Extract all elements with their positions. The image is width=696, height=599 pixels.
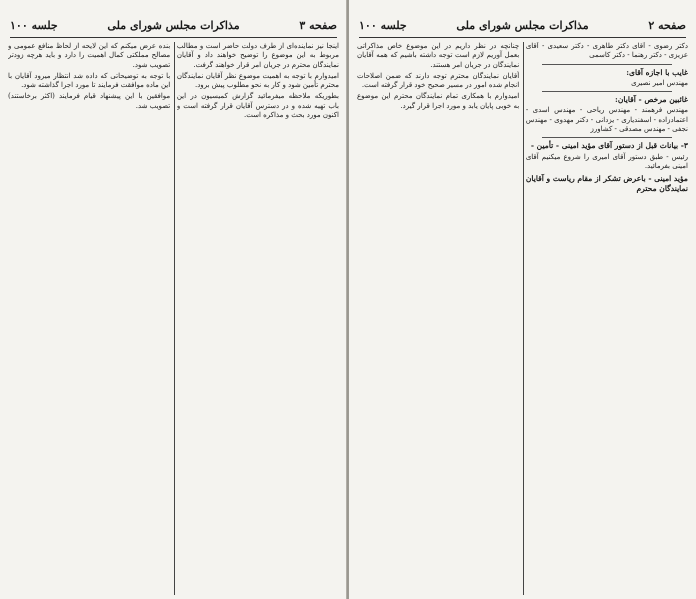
column-divider xyxy=(523,42,524,595)
left-page xyxy=(0,0,347,599)
text-column-right xyxy=(177,42,339,595)
page-header xyxy=(359,14,686,38)
paragraph: مهندس امیر نصیری xyxy=(631,78,688,87)
publication-title: مذاکرات مجلس شورای ملی xyxy=(107,19,240,32)
page-header xyxy=(10,14,337,38)
page-number: صفحه ۳ xyxy=(299,19,337,32)
text-columns xyxy=(8,42,339,595)
paragraph: امیدوارم با توجه به اهمیت موضوع نظر آقایان نمایندگان محترم تأمین شود و کار به نحو مطلوب پیش برود. xyxy=(176,71,339,90)
paragraph: رئیس - طبق دستور آقای امیری را شروع میکنیم آقای امینی بفرمائید. xyxy=(525,152,688,170)
text-column-left xyxy=(8,42,170,595)
session-number: جلسه ۱۰۰ xyxy=(359,19,407,32)
section-heading: ۳- بیانات قبل از دستور آقای مؤید امینی - تأمین - xyxy=(530,141,688,151)
publication-title: مذاکرات مجلس شورای ملی xyxy=(456,19,589,32)
paragraph: بنده عرض میکنم که این لایحه از لحاظ منافع عمومی و مصالح مملکتی کمال اهمیت را دارد و باید هرچه زودتر تصویب شود. xyxy=(8,42,171,69)
section-rule xyxy=(542,137,672,138)
paragraph: دکتر رضوی - آقای دکتر طاهری - دکتر سعیدی - آقای عزیزی - دکتر رهنما - دکتر کاسمی xyxy=(525,42,688,60)
section-rule xyxy=(542,64,672,65)
paragraph: مهندس فرهمند - مهندس ریاحی - مهندس اسدی - اعتمادزاده - اسفندیاری - یزدانی - دکتر مهدوی - مهندس نجفی - مهندس مصدقی - کشاورز xyxy=(525,106,688,134)
section-heading: غائبین مرخص - آقایان: xyxy=(615,95,688,105)
paragraph: اینجا نیز نماینده‌ای از طرف دولت حاضر است و مطالب مربوط به این موضوع را توضیح خواهند داد و آقایان نمایندگان محترم در جریان امر قرار خواهند گرفت. xyxy=(176,42,339,69)
header-rule xyxy=(359,37,686,38)
paragraph: آقایان نمایندگان محترم توجه دارند که ضمن اصلاحات انجام شده امور در مسیر صحیح خود قرار گرفته است. xyxy=(357,71,520,90)
text-column-right xyxy=(526,42,688,595)
right-page xyxy=(349,0,696,599)
text-column-left xyxy=(357,42,519,595)
speaker-line: مؤید امینی - باعرض تشکر از مقام ریاست و آقایان نمایندگان محترم xyxy=(525,174,688,193)
paragraph: امیدوارم با همکاری تمام نمایندگان محترم این موضوع به خوبی پایان یابد و مورد اجرا قرار گیرد. xyxy=(357,92,520,110)
session-number: جلسه ۱۰۰ xyxy=(10,19,58,32)
paragraph: با توجه به توضیحاتی که داده شد انتظار میرود آقایان با این ماده موافقت فرمایند تا مورد اجرا گذاشته شود. xyxy=(8,71,171,90)
page-number: صفحه ۲ xyxy=(648,19,686,32)
paragraph: بطوریکه ملاحظه میفرمائید گزارش کمیسیون در این باب تهیه شده و در دسترس آقایان قرار گرفته است و اکنون مورد بحث و مذاکره است. xyxy=(176,92,339,120)
paragraph: چنانچه در نظر داریم در این موضوع خاص مذاکراتی بعمل آوریم لازم است توجه داشته باشیم که همه آقایان نمایندگان در جریان امر هستند. xyxy=(357,42,520,69)
column-divider xyxy=(174,42,175,595)
section-heading: غایب با اجازه آقای: xyxy=(626,67,688,77)
text-columns xyxy=(357,42,688,595)
header-rule xyxy=(10,37,337,38)
paragraph: موافقین با این پیشنهاد قیام فرمایند (اکثر برخاستند) تصویب شد. xyxy=(8,92,171,110)
section-rule xyxy=(542,91,672,92)
